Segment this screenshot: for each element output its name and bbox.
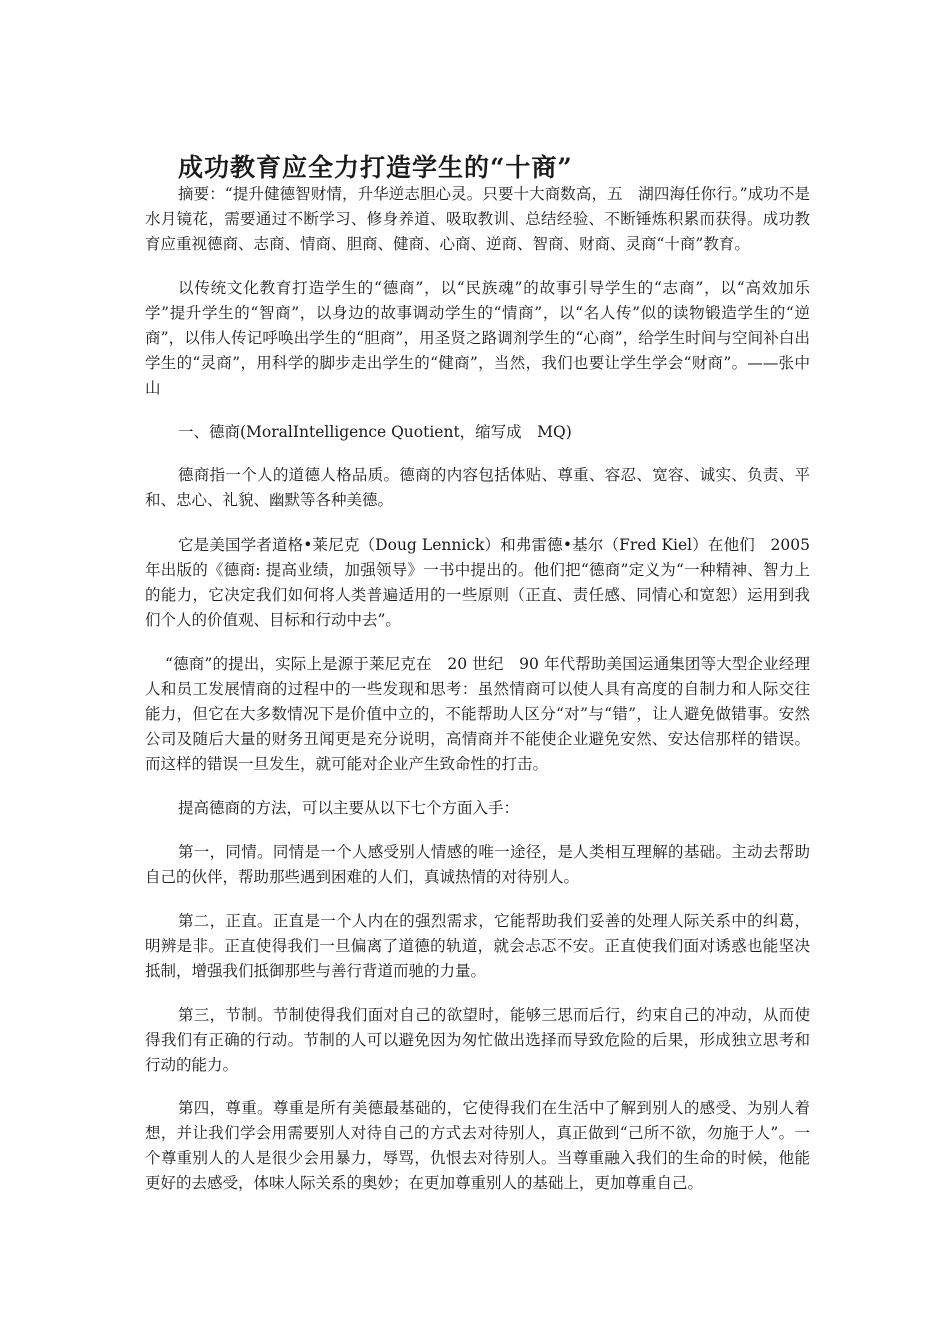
method-first-paragraph: 第一，同情。同情是一个人感受别人情感的唯一途径，是人类相互理解的基础。主动去帮助自己的伙伴，帮助那些遇到困难的人们，真诚热情的对待别人。: [145, 843, 810, 886]
background-paragraph: “德商”的提出，实际上是源于莱尼克在 20 世纪 90 年代帮助美国运通集团等大型企业经理人和员工发展情商的过程中的一些发现和思考：虽然情商可以使人具有高度的自制力和人际交往能力，但它在大多数情况下是价值中立的，不能帮助人区分“对”与“错”，让人避免做错事。安然公司及随后大量的财务丑闻更是充分说明，高情商并不能使企业避免安然、安达信那样的错误。而这样的错误一旦发生，就可能对企业产生致命性的打击。: [145, 655, 810, 773]
section-heading-moral-quotient: 一、德商(MoralIntelligence Quotient，缩写成 MQ): [178, 423, 572, 441]
origin-paragraph: 它是美国学者道格•莱尼克（Doug Lennick）和弗雷德•基尔（Fred Kiel）在他们 2005 年出版的《德商: 提高业绩，加强领导》一书中提出的。他们把“德商”定义为“一种精神、智力上的能力，它决定我们如何将人类普遍适用的一些原则（正直、责任感、同情心和宽恕）运用到我们个人的价值观、目标和行动中去”。: [145, 536, 810, 629]
methods-intro-paragraph: 提高德商的方法，可以主要从以下七个方面入手：: [178, 799, 520, 817]
abstract-paragraph: 摘要：“提升健德智财情，升华逆志胆心灵。只要十大商数高，五 湖四海任你行。”成功不是水月镜花，需要通过不断学习、修身养道、吸取教训、总结经验、不断锤炼积累而获得。成功教育应重视德商、志商、情商、胆商、健商、心商、逆商、智商、财商、灵商“十商”教育。: [145, 185, 810, 253]
page-title: 成功教育应全力打造学生的“十商”: [178, 153, 573, 182]
method-third-paragraph: 第三，节制。节制使得我们面对自己的欲望时，能够三思而后行，约束自己的冲动，从而使得我们有正确的行动。节制的人可以避免因为匆忙做出选择而导致危险的后果，形成独立思考和行动的能力。: [145, 1006, 810, 1074]
intro-paragraph: 以传统文化教育打造学生的“德商”，以“民族魂”的故事引导学生的“志商”，以“高效加乐学”提升学生的“智商”，以身边的故事调动学生的“情商”，以“名人传”似的读物锻造学生的“逆商”，以伟人传记呼唤出学生的“胆商”，用圣贤之路调剂学生的“心商”，给学生时间与空间补白出学生的“灵商”，用科学的脚步走出学生的“健商”，当然，我们也要让学生学会“财商”。——张中山: [145, 279, 810, 397]
definition-paragraph: 德商指一个人的道德人格品质。德商的内容包括体贴、尊重、容忍、宽容、诚实、负责、平和、忠心、礼貌、幽默等各种美德。: [145, 466, 810, 509]
method-second-paragraph: 第二，正直。正直是一个人内在的强烈需求，它能帮助我们妥善的处理人际关系中的纠葛，明辨是非。正直使得我们一旦偏离了道德的轨道，就会忐忑不安。正直使我们面对诱惑也能坚决抵制，增强我们抵御那些与善行背道而驰的力量。: [145, 912, 810, 980]
method-fourth-paragraph: 第四，尊重。尊重是所有美德最基础的，它使得我们在生活中了解到别人的感受、为别人着想，并让我们学会用需要别人对待自己的方式去对待别人，真正做到“己所不欲，勿施于人”。一个尊重别人的人是很少会用暴力，辱骂，仇恨去对待别人。当尊重融入我们的生命的时候，他能更好的去感受，体味人际关系的奥妙；在更加尊重别人的基础上，更加尊重自己。: [145, 1099, 810, 1192]
